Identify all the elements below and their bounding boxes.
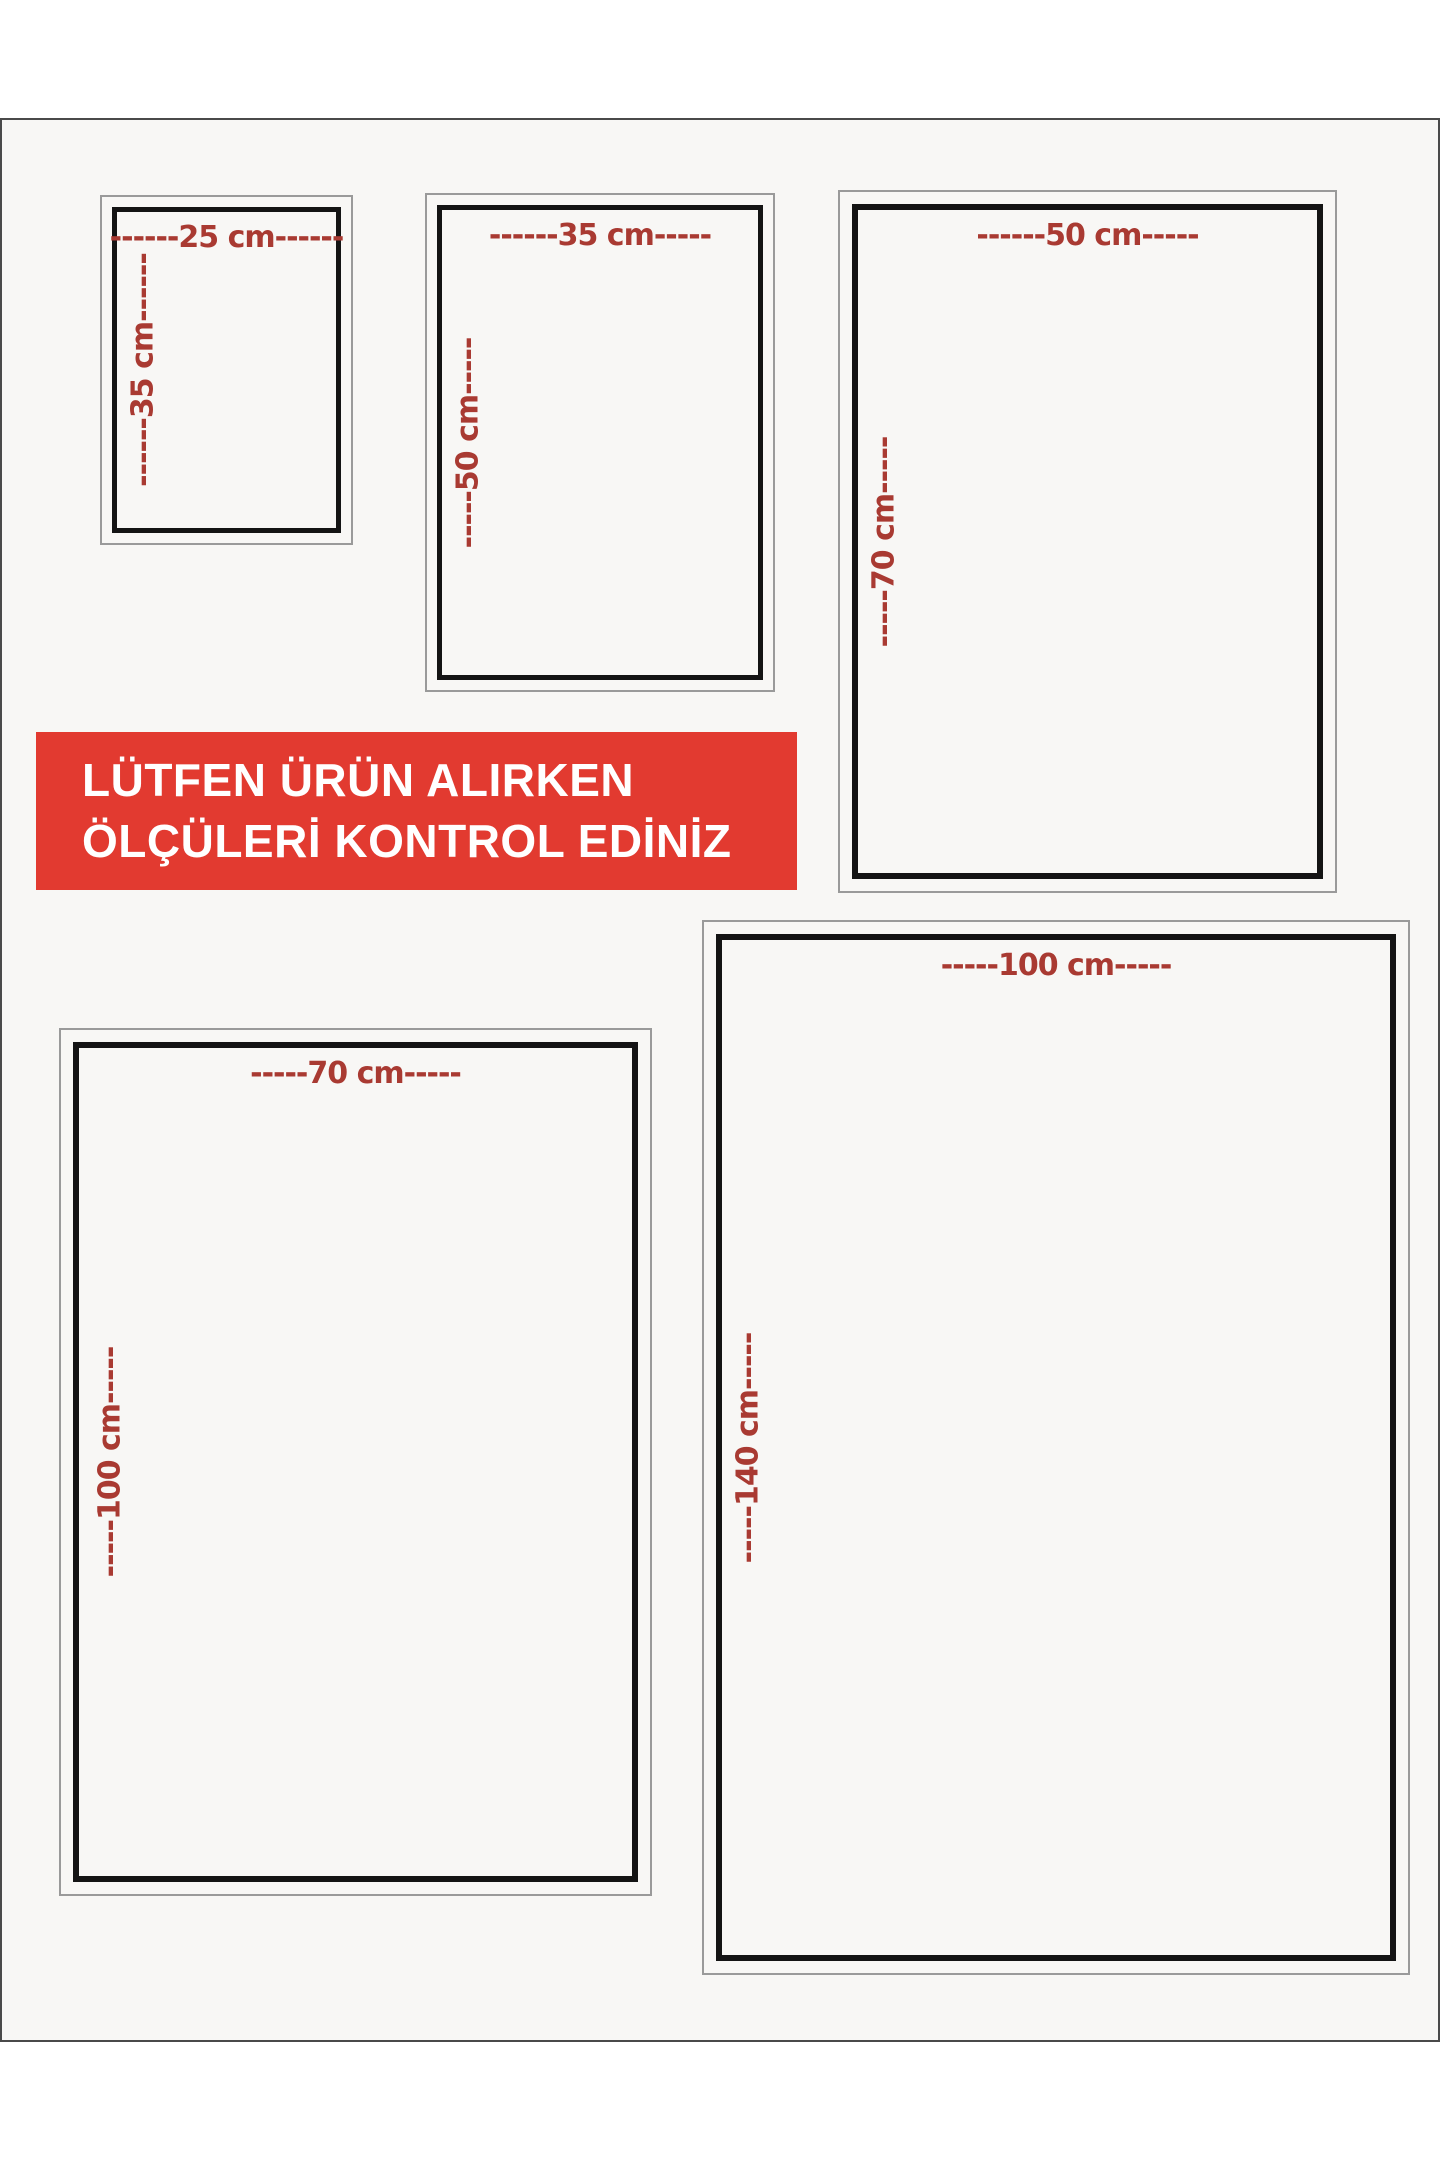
warning-line-1: LÜTFEN ÜRÜN ALIRKEN: [82, 753, 635, 806]
width-label-100cm: -----100 cm-----: [940, 948, 1172, 983]
width-label-50cm: ------50 cm-----: [976, 218, 1199, 253]
size-box-70x100-inner: [73, 1042, 638, 1882]
size-box-25x35: [100, 195, 353, 545]
height-label-140cm: -----140 cm-----: [730, 1332, 766, 1563]
width-label-35cm: ------35 cm-----: [488, 218, 712, 253]
size-box-100x140-inner: [716, 934, 1396, 1961]
size-box-70x100: [59, 1028, 652, 1896]
width-label-70cm: -----70 cm-----: [250, 1056, 461, 1091]
height-label-100cm: -----100 cm-----: [92, 1346, 128, 1578]
width-label-25cm: ------25 cm------: [109, 220, 344, 255]
height-label-50cm: -----50 cm-----: [450, 337, 486, 548]
height-label-35cm: ------35 cm------: [125, 253, 161, 487]
size-box-35x50: [425, 193, 775, 692]
size-box-100x140: [702, 920, 1410, 1975]
size-box-50x70: [838, 190, 1337, 893]
size-box-50x70-inner: [852, 204, 1323, 879]
warning-banner: [36, 732, 797, 890]
warning-line-2: ÖLÇÜLERİ KONTROL EDİNİZ: [82, 815, 732, 867]
height-label-70cm: -----70 cm-----: [866, 436, 902, 647]
size-box-35x50-inner: [437, 205, 763, 680]
size-box-25x35-inner: [109, 207, 344, 533]
size-guide-canvas: [0, 118, 1440, 2042]
